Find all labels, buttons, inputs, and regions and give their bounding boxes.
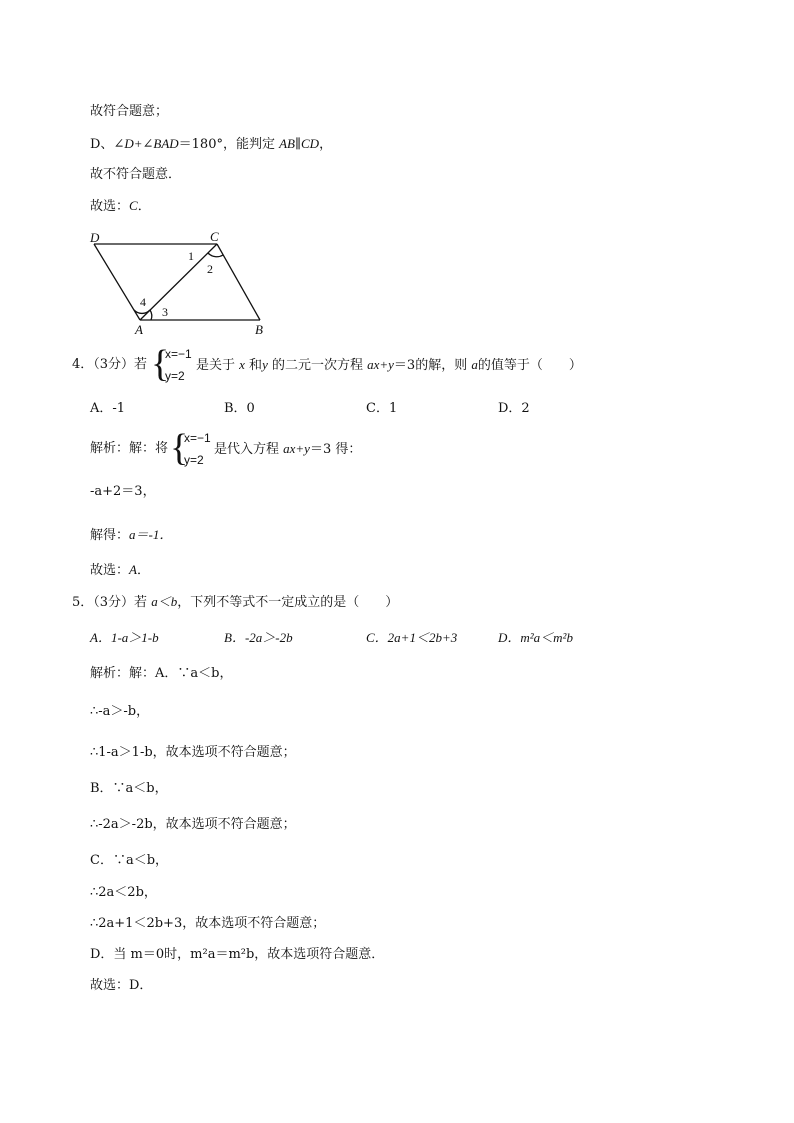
q5-solution-line: B．∵a＜b，: [90, 781, 168, 796]
q5-solution-line: ∴2a+1＜2b+3，故本选项不符合题意；: [90, 916, 326, 931]
q5-option-b: B．-2a＞-2b: [224, 630, 293, 645]
label-c: C: [210, 229, 219, 244]
q5-stem-b: ，下列不等式不一定成立的是（ ）: [177, 595, 399, 610]
q5-solution-line: ∴1-a＞1-b，故本选项不符合题意；: [90, 745, 296, 760]
q4-step2-prefix: 解得：: [90, 528, 130, 543]
angle-arc-a-inner: [150, 310, 152, 320]
q4-system-x: x=−1: [165, 347, 192, 361]
q4-solution-system-y: y=2: [184, 453, 204, 467]
q3-line-4: [90, 198, 151, 215]
q3-line4-suffix: ．: [137, 199, 151, 214]
q4-option-b: B．0: [224, 401, 255, 416]
q4-solution-brace: {: [170, 427, 189, 469]
q4-stem-start: 4．（3分）若: [72, 357, 148, 372]
q5-solution-line: ∴2a＜2b，: [90, 885, 157, 900]
q5-solution-line: ∴-2a＞-2b，故本选项不符合题意；: [90, 817, 296, 832]
q4-stem-b: 和: [244, 358, 263, 373]
label-a: A: [135, 322, 143, 337]
q4-system-brace: {: [151, 343, 170, 385]
q4-solution-mid: 是代入方程: [214, 442, 284, 457]
q4-solution-suffix: ＝3 得：: [309, 442, 362, 457]
q5-stem-math: a＜b: [151, 594, 178, 609]
label-angle-2: 2: [207, 262, 213, 276]
q5-option-a: A．1-a＞1-b: [90, 630, 159, 645]
q4-var-x: x: [239, 357, 245, 372]
label-d: D: [90, 230, 100, 245]
q5-solution-line: D．当 m＝0时，m²a＝m²b，故本选项符合题意．: [90, 947, 385, 962]
q4-option-d: D．2: [498, 401, 530, 416]
q4-final-suffix: ．: [136, 563, 150, 578]
q4-stem-a: 是关于: [196, 358, 240, 373]
q3-line2-math: ∠D+∠BAD: [113, 136, 179, 151]
q4-final-answer: A: [129, 562, 137, 577]
label-angle-1: 1: [188, 249, 194, 263]
q4-var-y: y: [262, 357, 268, 372]
q3-line-3: 故不符合题意．: [90, 167, 182, 182]
q3-line2-suffix: ，: [319, 137, 333, 152]
q3-line-1: 故符合题意；: [90, 104, 169, 119]
q4-stem-rest: [196, 357, 582, 374]
parallelogram-figure: [80, 226, 280, 342]
q5-final: 故选：D．: [90, 978, 153, 993]
q5-solution-line: 解析：解：A．∵a＜b，: [90, 666, 233, 681]
edge-cb: [217, 244, 260, 320]
q5-stem: [72, 594, 398, 611]
q3-line2-math2: AB∥CD: [279, 136, 320, 151]
q3-line4-prefix: 故选：: [90, 199, 130, 214]
q5-solution-line: C．∵a＜b，: [90, 853, 169, 868]
diagonal-ac: [140, 244, 217, 320]
q4-solution-start: 解析：解：将: [90, 441, 169, 456]
q5-option-c: C．2a+1＜2b+3: [366, 630, 458, 645]
q4-option-a: A．-1: [90, 401, 126, 416]
q4-stem-c: 的二元一次方程: [267, 358, 368, 373]
q4-solution-rest: [214, 441, 361, 458]
label-angle-4: 4: [140, 295, 146, 309]
q4-option-c: C．1: [366, 401, 398, 416]
q4-var-a: a: [471, 357, 478, 372]
angle-arc-c: [208, 253, 223, 257]
q4-solution-equation: ax+y: [283, 441, 310, 456]
q3-line4-answer: C: [129, 198, 138, 213]
q5-stem-a: 5．（3分）若: [72, 595, 152, 610]
q4-solution-system-x: x=−1: [184, 431, 211, 445]
q4-final: [90, 562, 150, 579]
q4-system-y: y=2: [165, 369, 185, 383]
q4-stem-d: ＝3的解，则: [393, 358, 472, 373]
q5-solution-line: ∴-a＞-b，: [90, 704, 150, 719]
q3-line2-prefix: D、: [90, 137, 114, 152]
q4-step-2: [90, 527, 172, 544]
q4-equation: ax+y: [367, 357, 394, 372]
q3-line2-mid: ＝180°，能判定: [178, 137, 280, 152]
q5-option-d: D．m²a＜m²b: [498, 630, 573, 645]
label-b: B: [255, 322, 263, 337]
q4-step-1: -a+2＝3，: [90, 484, 156, 499]
q4-step2-value: a＝-1．: [129, 527, 173, 542]
edge-da: [94, 244, 140, 320]
q3-line-2: [90, 136, 332, 153]
label-angle-3: 3: [162, 305, 168, 319]
q4-stem-e: 的值等于（ ）: [477, 358, 582, 373]
q4-final-prefix: 故选：: [90, 563, 130, 578]
